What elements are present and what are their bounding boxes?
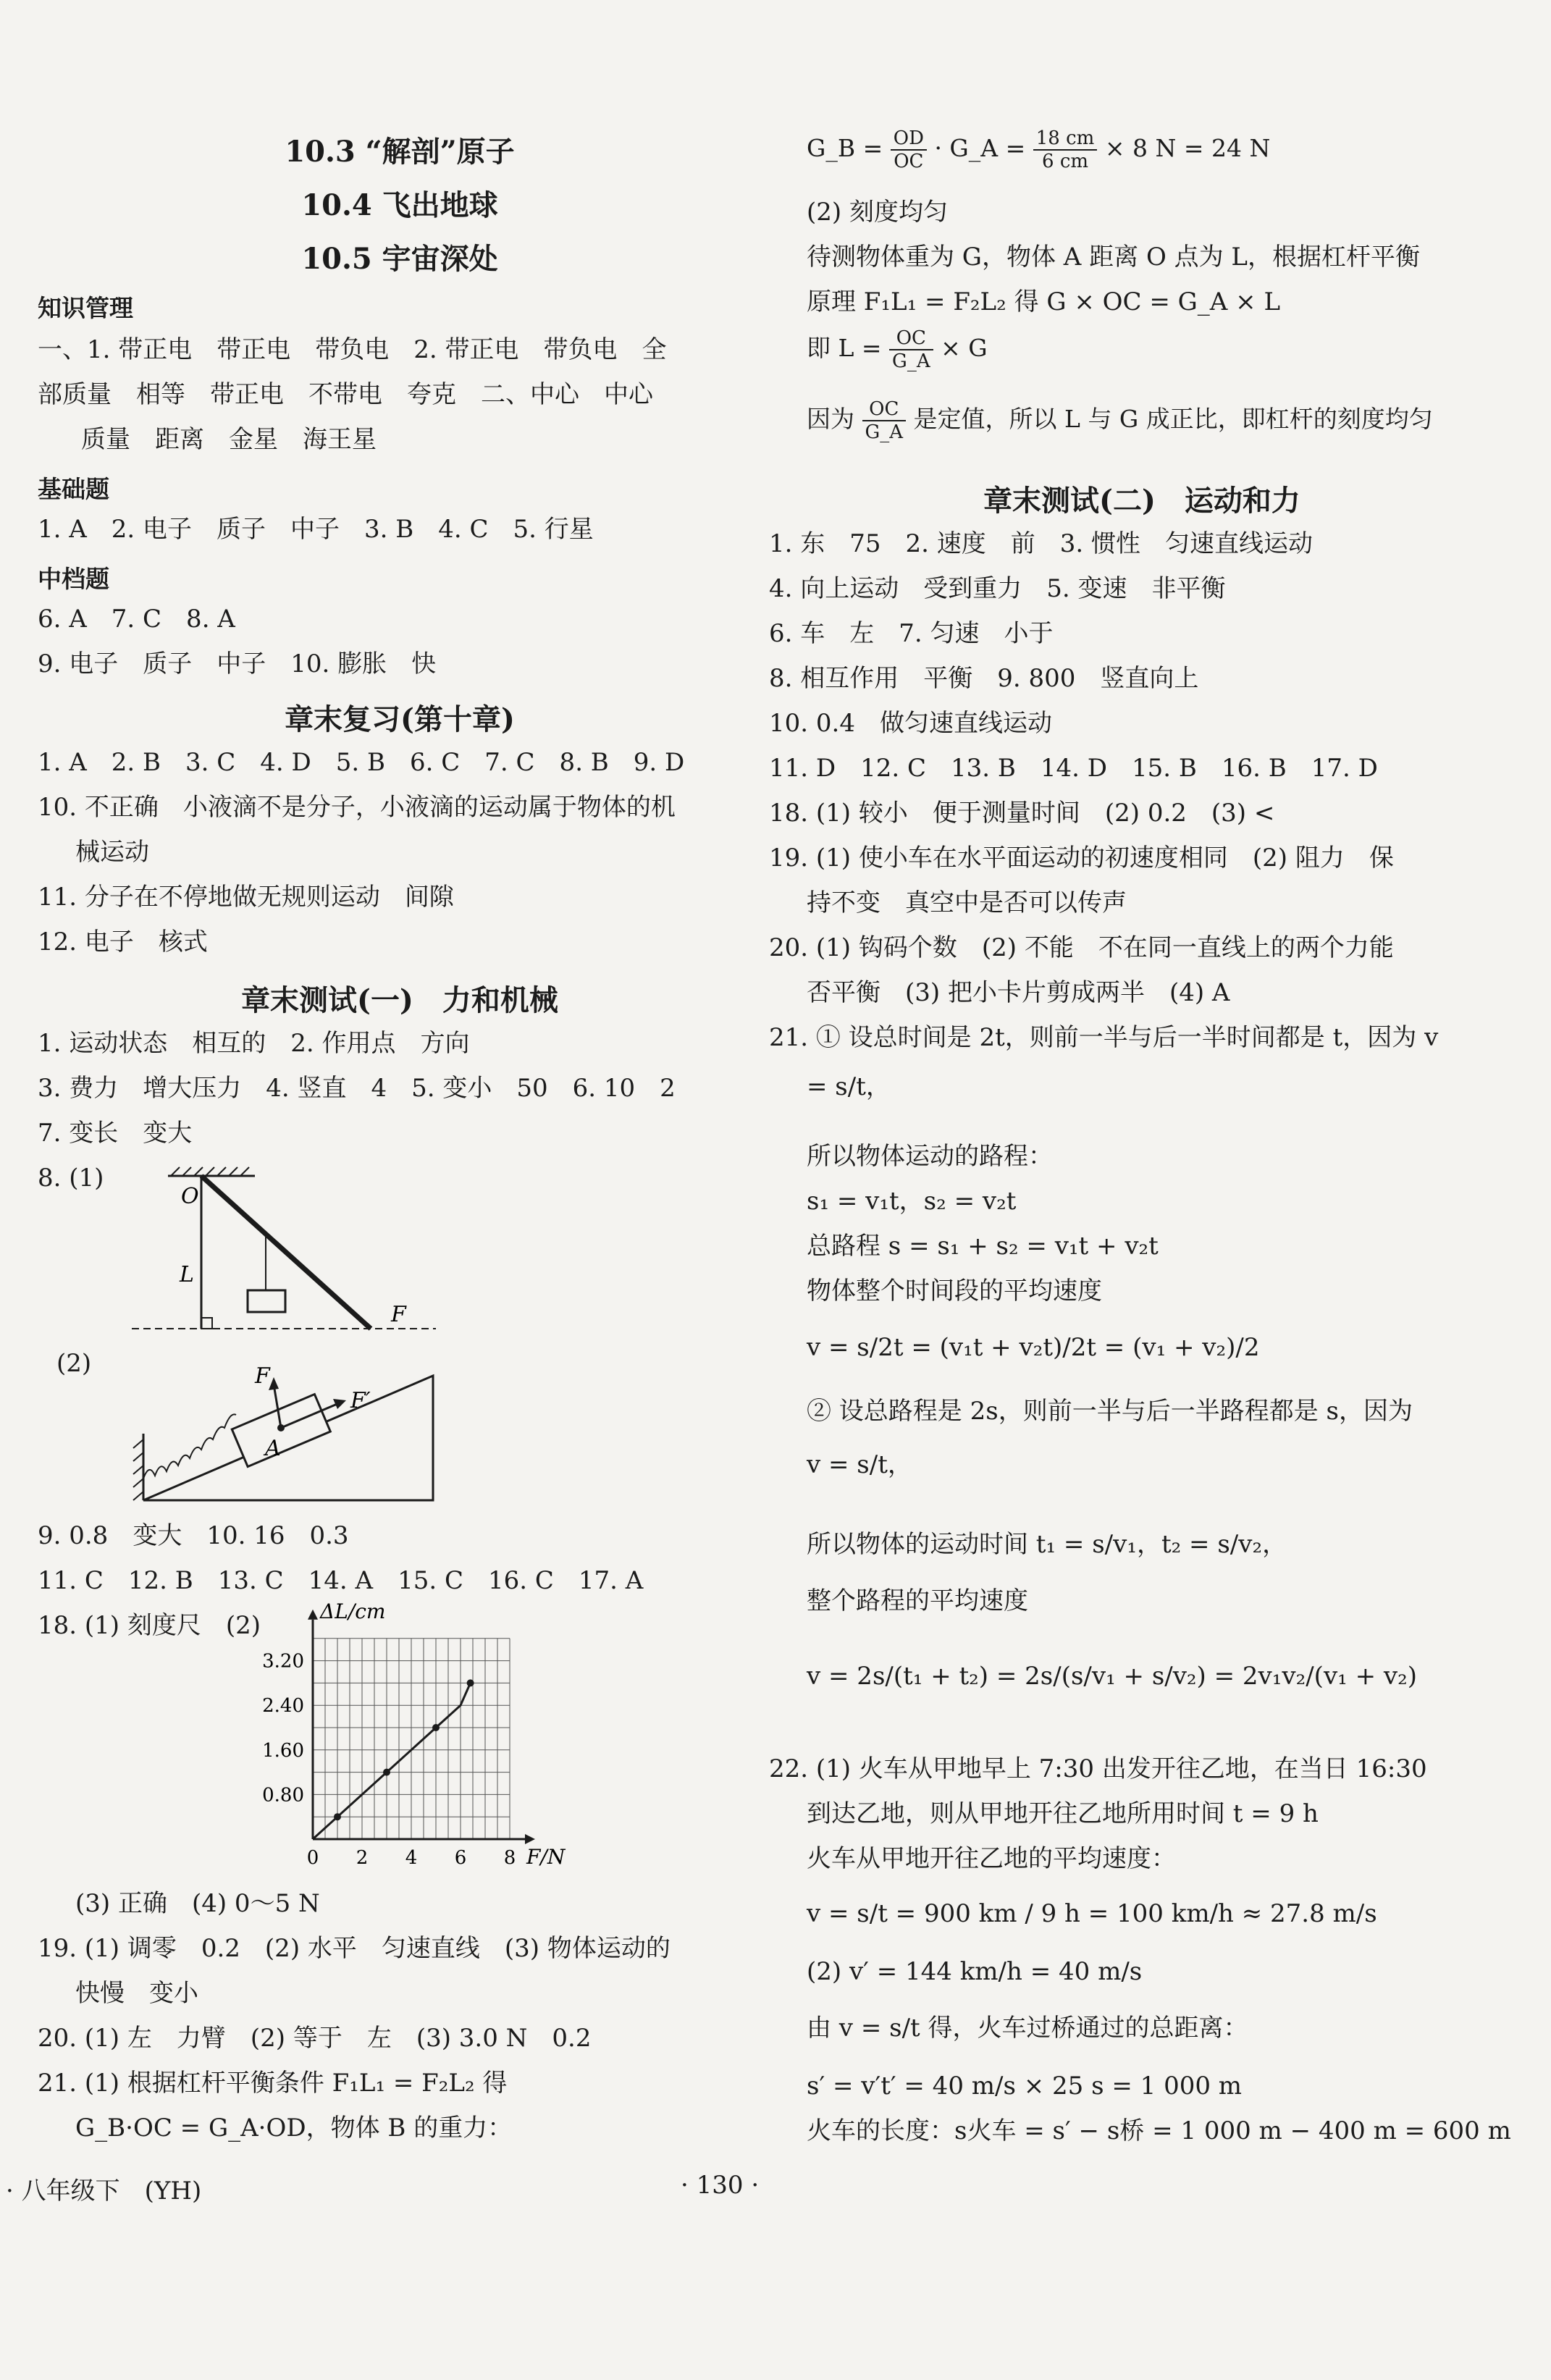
q21-part2-line-2: 待测物体重为 G，物体 A 距离 O 点为 L，根据杠杆平衡 — [807, 243, 1421, 272]
footer-grade: · 八年级下 (YH) — [6, 2177, 202, 2206]
section-title-10-4: 10.4 飞出地球 — [301, 188, 498, 222]
q21-line-2: G_B·OC = G_A·OD，物体 B 的重力： — [75, 2114, 513, 2143]
label-f-prime: F′ — [350, 1388, 371, 1413]
q18-line-1: (3) 正确 (4) 0～5 N — [75, 1889, 320, 1918]
eq-because-frac — [862, 398, 907, 443]
label-o: O — [181, 1184, 199, 1209]
section-title-10-3: 10.3 “解剖”原子 — [285, 135, 515, 169]
frac1-num: OD — [891, 127, 927, 151]
v-eq: = s/t， — [807, 1072, 891, 1101]
label-l: L — [180, 1262, 194, 1287]
y-tick-label: 0.80 — [262, 1784, 304, 1807]
test2-title: 章末测试(二) 运动和力 — [983, 484, 1300, 518]
q22-line-2: 到达乙地，则从甲地开往乙地所用时间 t = 9 h — [807, 1799, 1319, 1828]
eq-l-pre: 即 L = — [807, 334, 882, 362]
test2-line-5: 10. 0.4 做匀速直线运动 — [769, 709, 1052, 738]
q22-line-7: s′ = v′t′ = 40 m/s × 25 s = 1 000 m — [807, 2072, 1243, 2101]
part2-line-3: 所以物体的运动时间 t₁ = s/v₁，t₂ = s/v₂， — [807, 1530, 1287, 1559]
q22-line-4: v = s/t = 900 km / 9 h = 100 km/h ≈ 27.8 m/s — [807, 1899, 1377, 1928]
q22-line-8: 火车的长度：s火车 = s′ − s桥 = 1 000 m − 400 m = 600 m — [807, 2116, 1511, 2145]
basic-line: 1. A 2. 电子 质子 中子 3. B 4. C 5. 行星 — [38, 515, 594, 544]
eq-gb-frac2 — [1033, 127, 1098, 172]
review-title: 章末复习(第十章) — [285, 702, 515, 736]
eq-because-pre: 因为 — [807, 405, 854, 433]
test1-line-3: 7. 变长 变大 — [38, 1119, 193, 1148]
eq-l-post: × G — [941, 334, 988, 362]
test2-line-9: 持不变 真空中是否可以传声 — [807, 888, 1127, 917]
part2-line-4: 整个路程的平均速度 — [807, 1586, 1028, 1615]
spring-extension-chart — [255, 1593, 602, 1875]
eq-gb-frac1 — [891, 127, 927, 172]
label-f-up: F — [255, 1363, 270, 1389]
eq-gb-mid: · G_A = — [934, 134, 1026, 162]
eq-gb-rhs: × 8 N = 24 N — [1104, 134, 1271, 162]
test2-line-4: 8. 相互作用 平衡 9. 800 竖直向上 — [769, 664, 1199, 693]
test1-line-7: 18. (1) 刻度尺 (2) — [38, 1611, 261, 1640]
test1-line-1: 1. 运动状态 相互的 2. 作用点 方向 — [38, 1029, 470, 1058]
q22-line-5: (2) v′ = 144 km/h = 40 m/s — [807, 1957, 1143, 1986]
q21-part2-line-1: (2) 刻度均匀 — [807, 198, 948, 227]
eq-because-num: OC — [862, 398, 907, 421]
eq-l-num: OC — [889, 327, 933, 350]
data-point — [467, 1679, 474, 1686]
x-tick-label: 2 — [356, 1847, 369, 1869]
chart-grid — [313, 1639, 510, 1839]
review-line-2: 10. 不正确 小液滴不是分子，小液滴的运动属于物体的机 — [38, 793, 676, 822]
test1-line-6: 11. C 12. B 13. C 14. A 15. C 16. C 17. A — [38, 1566, 644, 1595]
review-line-1: 1. A 2. B 3. C 4. D 5. B 6. C 7. C 8. B 9. D — [38, 748, 685, 777]
test2-line-7: 18. (1) 较小 便于测量时间 (2) 0.2 (3) < — [769, 799, 1275, 828]
path-line-3: 总路程 s = s₁ + s₂ = v₁t + v₂t — [807, 1232, 1159, 1261]
eq-gb-lhs: G_B = — [807, 134, 883, 162]
x-tick-label: 4 — [405, 1847, 418, 1869]
x-tick-label: 6 — [454, 1847, 467, 1869]
part2-line-2: v = s/t， — [807, 1450, 912, 1479]
knowledge-line-2: 部质量 相等 带正电 不带电 夸克 二、中心 中心 — [38, 380, 653, 409]
frac2-num: 18 cm — [1033, 127, 1098, 151]
eq-because — [807, 398, 1433, 443]
eq-l-frac — [889, 327, 933, 372]
q21-line-1: 21. (1) 根据杠杆平衡条件 F₁L₁ = F₂L₂ 得 — [38, 2069, 508, 2098]
test1-line-2: 3. 费力 增大压力 4. 竖直 4 5. 变小 50 6. 10 2 — [38, 1074, 676, 1103]
test2-line-1: 1. 东 75 2. 速度 前 3. 惯性 匀速直线运动 — [769, 529, 1313, 558]
q19-line-2: 快慢 变小 — [75, 1979, 198, 2008]
y-axis-label: ΔL/cm — [320, 1599, 386, 1623]
y-tick-label: 3.20 — [262, 1650, 304, 1673]
test2-line-11: 否平衡 (3) 把小卡片剪成两半 (4) A — [807, 978, 1230, 1007]
eq-l-den: G_A — [892, 350, 930, 372]
x-axis-arrow — [525, 1834, 535, 1844]
test2-line-10: 20. (1) 钩码个数 (2) 不能 不在同一直线上的两个力能 — [769, 933, 1394, 962]
review-line-5: 12. 电子 核式 — [38, 928, 208, 956]
avg-speed-1: v = s/2t = (v₁t + v₂t)/2t = (v₁ + v₂)/2 — [807, 1333, 1260, 1362]
test2-line-2: 4. 向上运动 受到重力 5. 变速 非平衡 — [769, 574, 1226, 603]
path-line-1: 所以物体运动的路程： — [807, 1142, 1053, 1171]
q22-line-1: 22. (1) 火车从甲地早上 7:30 出发开往乙地，在当日 16:30 — [769, 1754, 1427, 1783]
incline-spring-diagram — [100, 1347, 462, 1506]
avg-speed-2: v = 2s/(t₁ + t₂) = 2s/(s/v₁ + s/v₂) = 2v₁v₂/(v₁ + v₂) — [807, 1662, 1417, 1691]
eq-gb — [807, 127, 1270, 172]
x-tick-label: 0 — [306, 1847, 319, 1869]
label-f: F — [391, 1302, 406, 1327]
q22-line-3: 火车从甲地开往乙地的平均速度： — [807, 1844, 1176, 1873]
mid-line-2: 9. 电子 质子 中子 10. 膨胀 快 — [38, 649, 437, 678]
test2-line-6: 11. D 12. C 13. B 14. D 15. B 16. B 17. D — [769, 754, 1378, 783]
basic-label: 基础题 — [38, 475, 109, 503]
test1-line-5: 9. 0.8 变大 10. 16 0.3 — [38, 1521, 349, 1550]
y-tick-label: 2.40 — [262, 1695, 304, 1717]
q21-part2-line-3: 原理 F₁L₁ = F₂L₂ 得 G × OC = G_A × L — [807, 287, 1281, 316]
y-tick-label: 1.60 — [262, 1739, 304, 1762]
mid-label: 中档题 — [38, 565, 109, 593]
test1-title: 章末测试(一) 力和机械 — [241, 983, 558, 1017]
label-a: A — [265, 1436, 281, 1461]
data-point — [383, 1769, 390, 1776]
mid-line-1: 6. A 7. C 8. A — [38, 605, 235, 634]
lever-diagram — [110, 1166, 450, 1354]
test2-line-12: 21. ① 设总时间是 2t，则前一半与后一半时间都是 t，因为 v — [769, 1023, 1439, 1052]
x-axis-label: F/N — [526, 1845, 566, 1869]
y-axis-arrow — [308, 1610, 318, 1620]
data-point — [334, 1813, 341, 1820]
part2-line-1: ② 设总路程是 2s，则前一半与后一半路程都是 s，因为 — [807, 1397, 1413, 1426]
test2-line-8: 19. (1) 使小车在水平面运动的初速度相同 (2) 阻力 保 — [769, 844, 1394, 872]
section-title-10-5: 10.5 宇宙深处 — [301, 242, 498, 276]
path-line-2: s₁ = v₁t，s₂ = v₂t — [807, 1187, 1017, 1216]
q22-line-6: 由 v = s/t 得，火车过桥通过的总距离： — [807, 2014, 1248, 2043]
test2-line-3: 6. 车 左 7. 匀速 小于 — [769, 619, 1054, 648]
data-point — [432, 1724, 440, 1731]
test1-line-4: 8. (1) — [38, 1164, 104, 1193]
x-tick-label: 8 — [503, 1847, 516, 1869]
eq-l — [807, 327, 988, 372]
q19-line-1: 19. (1) 调零 0.2 (2) 水平 匀速直线 (3) 物体运动的 — [38, 1934, 671, 1963]
eq-because-post: 是定值，所以 L 与 G 成正比，即杠杆的刻度均匀 — [913, 405, 1433, 433]
frac2-den: 6 cm — [1042, 151, 1089, 172]
knowledge-line-3: 质量 距离 金星 海王星 — [81, 425, 377, 454]
page-number: · 130 · — [681, 2171, 760, 2200]
eq-because-den: G_A — [865, 421, 904, 443]
knowledge-label: 知识管理 — [38, 294, 133, 322]
review-line-3: 械运动 — [75, 838, 149, 867]
frac1-den: OC — [894, 151, 924, 172]
q8-part2-label: (2) — [56, 1349, 92, 1378]
review-line-4: 11. 分子在不停地做无规则运动 间隙 — [38, 883, 454, 912]
knowledge-line-1: 一、1. 带正电 带正电 带负电 2. 带正电 带负电 全 — [38, 335, 667, 364]
path-line-4: 物体整个时间段的平均速度 — [807, 1277, 1102, 1305]
q20-line: 20. (1) 左 力臂 (2) 等于 左 (3) 3.0 N 0.2 — [38, 2024, 592, 2053]
